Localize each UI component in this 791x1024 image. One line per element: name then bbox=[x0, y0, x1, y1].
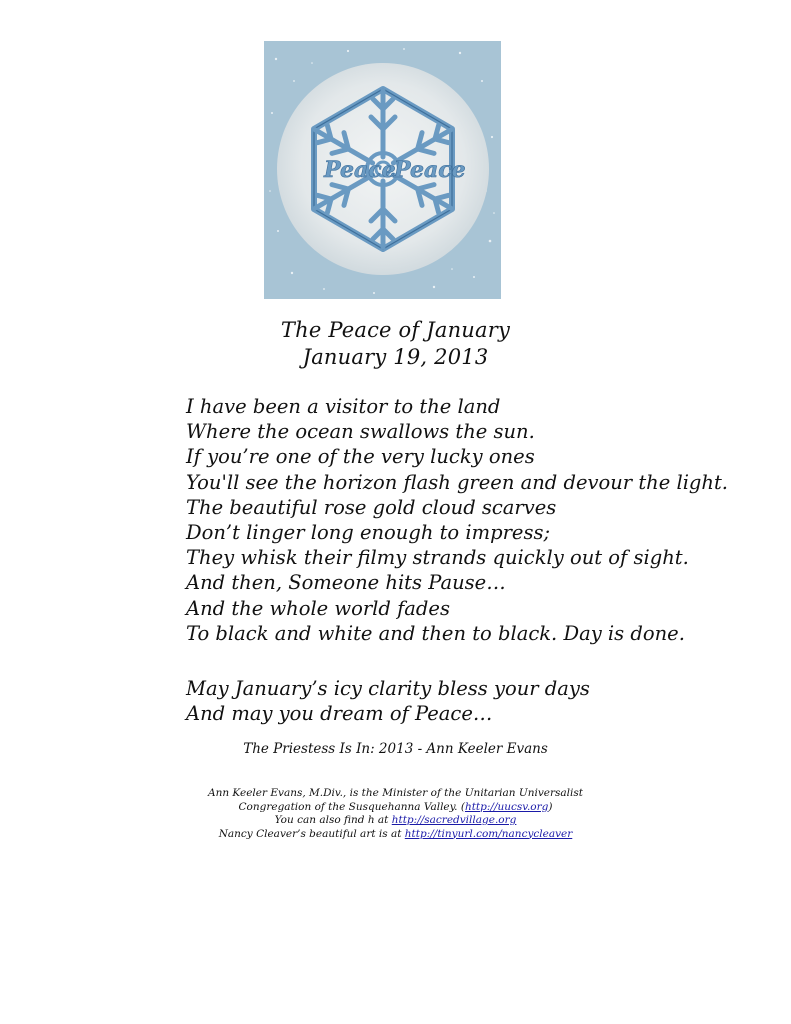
poem-line: And the whole world fades bbox=[186, 596, 450, 620]
footer-find-text: You can also find h at bbox=[274, 814, 392, 826]
footer-line-sacredvillage bbox=[0, 814, 791, 828]
peace-word-left: Peace bbox=[324, 157, 396, 183]
footer-line-congregation bbox=[0, 801, 791, 815]
peace-lettering bbox=[323, 157, 466, 183]
poem-line: Don’t linger long enough to impress; bbox=[186, 520, 551, 544]
sacredvillage-link[interactable]: http://sacredvillage.org bbox=[391, 814, 517, 826]
peace-word-right: Peace bbox=[394, 157, 466, 183]
author-footer bbox=[0, 787, 791, 841]
poem-line: Where the ocean swallows the sun. bbox=[186, 420, 535, 444]
footer-congregation-end: ) bbox=[548, 800, 553, 813]
poem-body bbox=[186, 394, 746, 646]
poem-line: The beautiful rose gold cloud scarves bbox=[186, 495, 557, 519]
snowflake-peace-artwork bbox=[264, 41, 501, 299]
attribution: The Priestess Is In: 2013 - Ann Keeler Evans bbox=[243, 741, 548, 757]
poem-line: To black and white and then to black. Day is done. bbox=[186, 621, 685, 645]
nancycleaver-link[interactable]: http://tinyurl.com/nancycleaver bbox=[404, 827, 573, 840]
poem-line: And then, Someone hits Pause… bbox=[186, 571, 506, 595]
poem-line: You'll see the horizon flash green and devour the light. bbox=[186, 470, 729, 494]
poem-closing bbox=[186, 676, 746, 726]
footer-congregation-text: Congregation of the Susquehanna Valley. ( bbox=[238, 800, 465, 813]
poem-line: If you’re one of the very lucky ones bbox=[186, 445, 535, 469]
footer-art-text: Nancy Cleaver’s beautiful art is at bbox=[218, 827, 405, 840]
footer-line-art bbox=[0, 828, 791, 842]
page-date: January 19, 2013 bbox=[302, 345, 489, 369]
page-title: The Peace of January bbox=[280, 318, 511, 342]
closing-line: And may you dream of Peace… bbox=[186, 702, 493, 726]
uucsv-link[interactable]: http://uucsv.org bbox=[464, 800, 549, 813]
footer-line-bio: Ann Keeler Evans, M.Div., is the Minister of the Unitarian Universalist bbox=[207, 787, 583, 799]
closing-line: May January’s icy clarity bless your days bbox=[186, 677, 590, 700]
poem-line: I have been a visitor to the land bbox=[186, 395, 501, 418]
poem-line: They whisk their filmy strands quickly out of sight. bbox=[186, 546, 689, 570]
